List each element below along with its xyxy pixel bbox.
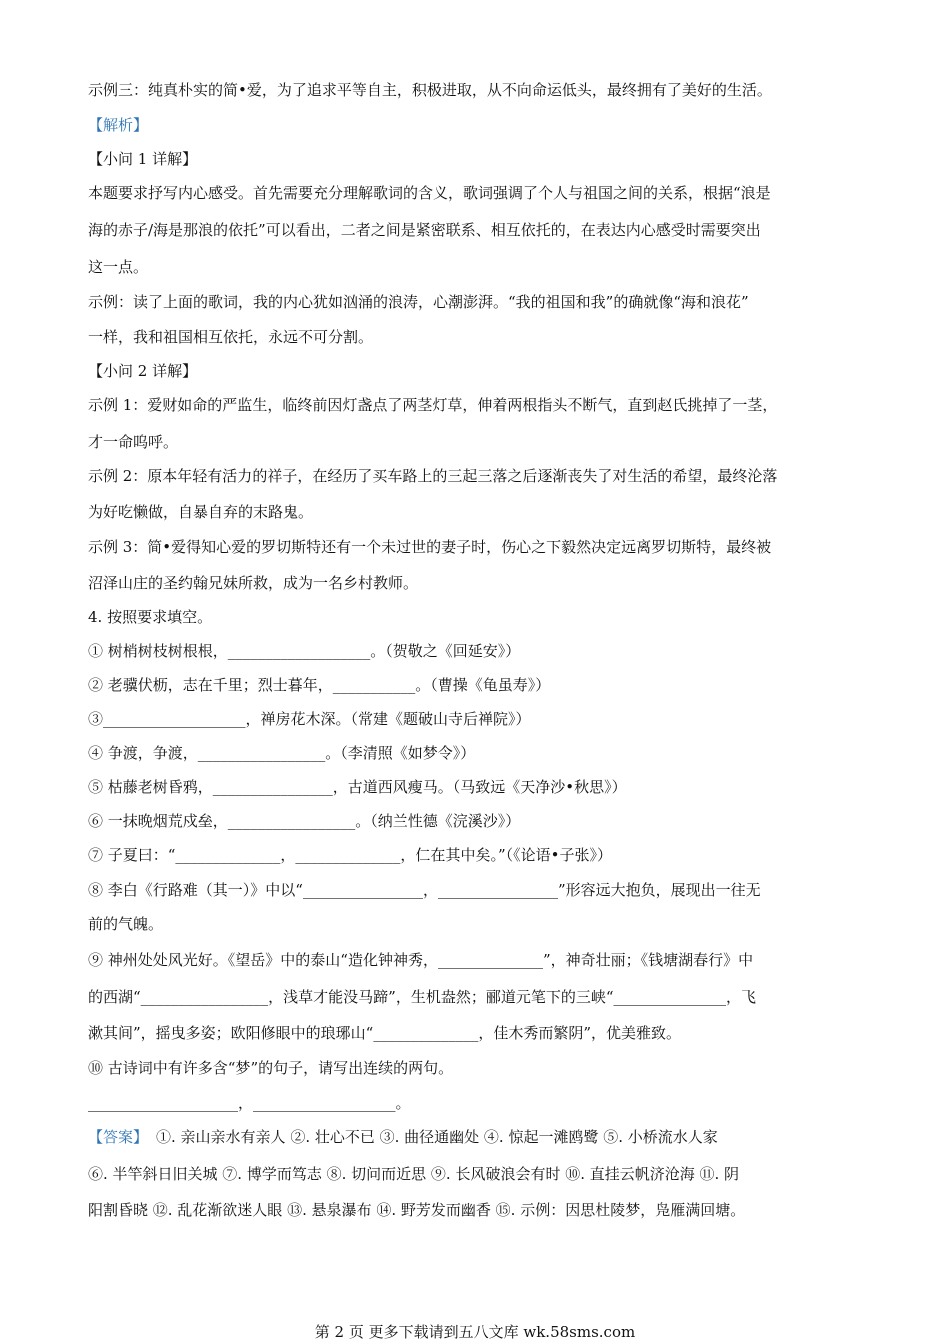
- text-line: 示例 1：爱财如命的严监生，临终前因灯盏点了两茎灯草，伸着两根指头不断气，直到赵氏挑掉了一茎，: [88, 396, 778, 414]
- text-line: 前的气魄。: [88, 915, 164, 933]
- text-line: 为好吃懒做，自暴自弃的末路鬼。: [88, 503, 314, 521]
- text-line: 才一命呜呼。: [88, 433, 179, 451]
- fill-blank-item: ⑤ 枯藤老树昏鸦，________________，古道西风瘦马。（马致远《天净沙•秋思》）: [88, 778, 627, 796]
- text-line: 示例 3：简•爱得知心爱的罗切斯特还有一个未过世的妻子时，伤心之下毅然决定远离罗切斯特，最终被: [88, 538, 772, 556]
- fill-blank-item: ⑨ 神州处处风光好。《望岳》中的泰山“造化钟神秀，______________”，神奇壮丽；《钱塘湖春行》中: [88, 951, 754, 969]
- answer-line: ⑥. 半竿斜日旧关城 ⑦. 博学而笃志 ⑧. 切问而近思 ⑨. 长风破浪会有时 ⑩. 直挂云帆济沧海 ⑪. 阴: [88, 1165, 740, 1183]
- fill-blank-item: ④ 争渡，争渡，_________________。（李清照《如梦令》）: [88, 744, 476, 762]
- subquestion-1-heading: 【小问 1 详解】: [88, 150, 198, 168]
- text-line: 海的赤子/海是那浪的依托”可以看出，二者之间是紧密联系、相互依托的，在表达内心感受时需要突出: [88, 221, 761, 239]
- text-line: 的西湖“_________________，浅草才能没马蹄”，生机盎然；郦道元笔下的三峡“_______________，飞: [88, 988, 757, 1006]
- page-footer: 第 2 页 更多下载请到五八文库 wk.58sms.com: [314, 1323, 636, 1341]
- answer-line: [88, 1127, 868, 1147]
- fill-blank-item: ⑦ 子夏曰：“______________，______________，仁在其中矣。”（《论语•子张》）: [88, 846, 612, 864]
- fill-blank-item: ① 树梢树枝树根根，___________________。（贺敬之《回延安》）: [88, 642, 521, 660]
- text-line: 漱其间”，摇曳多姿；欧阳修眼中的琅琊山“______________，佳木秀而繁阴”，优美雅致。: [88, 1024, 682, 1042]
- fill-blank-item: ⑧ 李白《行路难（其一）》中以“________________，________________”形容远大抱负，展现出一往无: [88, 881, 761, 899]
- text-line: 示例 2：原本年轻有活力的祥子，在经历了买车路上的三起三落之后逐渐丧失了对生活的希望，最终沦落: [88, 467, 778, 485]
- text-line: 示例：读了上面的歌词，我的内心犹如汹涌的浪涛，心潮澎湃。“我的祖国和我”的确就像“海和浪花”: [88, 293, 749, 311]
- answer-text: ①. 亲山亲水有亲人 ②. 壮心不已 ③. 曲径通幽处 ④. 惊起一滩鸥鹭 ⑤. 小桥流水人家: [156, 1128, 718, 1146]
- text-line: 沼泽山庄的圣约翰兄妹所救，成为一名乡村教师。: [88, 574, 419, 592]
- fill-blank-item: ② 老骥伏枥，志在千里；烈士暮年，___________。（曹操《龟虽寿》）: [88, 676, 551, 694]
- answer-blank-line: ____________________，___________________。: [88, 1094, 411, 1112]
- text-line: 这一点。: [88, 258, 149, 276]
- answer-label: 【答案】: [88, 1128, 149, 1146]
- fill-blank-item: ⑥ 一抹晚烟荒戍垒，_________________。（纳兰性德《浣溪沙》）: [88, 812, 521, 830]
- text-line: 一样，我和祖国相互依托，永远不可分割。: [88, 328, 374, 346]
- question-4-title: 4. 按照要求填空。: [88, 608, 213, 626]
- answer-line: 阳割昏晓 ⑫. 乱花渐欲迷人眼 ⑬. 悬泉瀑布 ⑭. 野芳发而幽香 ⑮. 示例：因思杜陵梦，凫雁满回塘。: [88, 1201, 746, 1219]
- analysis-heading: 【解析】: [88, 116, 149, 134]
- fill-blank-item: ③___________________，禅房花木深。（常建《题破山寺后禅院》）: [88, 710, 531, 728]
- subquestion-2-heading: 【小问 2 详解】: [88, 362, 198, 380]
- text-line: 本题要求抒写内心感受。首先需要充分理解歌词的含义，歌词强调了个人与祖国之间的关系，根据“浪是: [88, 184, 771, 202]
- fill-blank-item: ⑩ 古诗词中有许多含“梦”的句子，请写出连续的两句。: [88, 1059, 454, 1077]
- text-line: 示例三：纯真朴实的简•爱，为了追求平等自主，积极进取，从不向命运低头，最终拥有了美好的生活。: [88, 81, 772, 99]
